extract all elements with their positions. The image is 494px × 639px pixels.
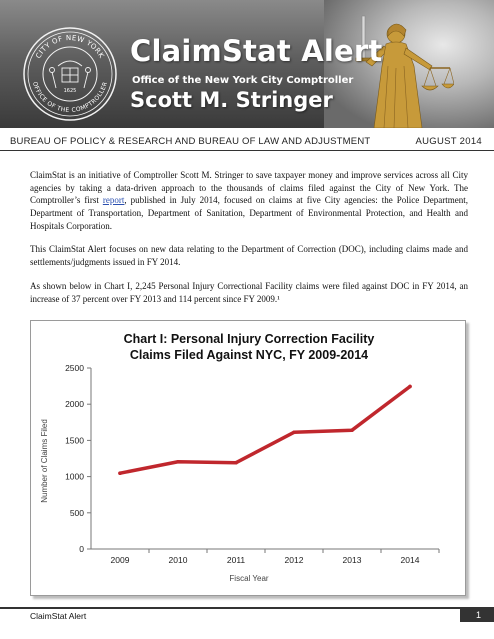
page-title: ClaimStat Alert (130, 34, 383, 68)
chart-y-tick-label: 2000 (65, 399, 84, 410)
office-subtitle: Office of the New York City Comptroller (132, 75, 354, 86)
chart-y-axis-label: Number of Claims Filed (40, 419, 49, 503)
bureau-bar (0, 133, 494, 151)
seal-text-bottom: OFFICE OF THE COMPTROLLER (30, 80, 110, 115)
chart-data-point (118, 471, 122, 475)
chart-data-point (292, 430, 296, 434)
header-banner (0, 0, 494, 128)
claims-line-chart (31, 321, 467, 597)
footer-label: ClaimStat Alert (30, 611, 87, 621)
chart-container (30, 320, 466, 596)
chart-x-tick-label: 2010 (168, 555, 188, 565)
chart-x-tick-label: 2013 (342, 555, 362, 565)
chart-data-point (350, 428, 354, 432)
issue-date: AUGUST 2014 (415, 136, 482, 147)
chart-x-tick-label: 2011 (226, 555, 246, 565)
chart-y-tick-label: 500 (69, 507, 84, 518)
chart-x-axis-label: Fiscal Year (229, 574, 269, 583)
chart-data-point (408, 385, 412, 389)
chart-x-tick-label: 2012 (284, 555, 304, 565)
chart-x-tick-label: 2014 (400, 555, 420, 565)
report-link[interactable]: report (102, 195, 125, 206)
seal-text-top: CITY OF NEW YORK (34, 33, 106, 60)
chart-y-tick-label: 0 (79, 544, 84, 554)
summary-paragraph: As shown below in Chart I, 2,245 Personal Injury Correctional Facility claims were filed against DOC in FY 2014, an increase of 37 percent over FY 2013 and 114 percent since FY 2009.¹ (30, 281, 468, 304)
intro-paragraph (30, 169, 468, 233)
intro-text-b: , published in July 2014, focused on claims at five City agencies: the Police Department, Department of Transportation, Department of Sanitation, Department of Environmental Protection, and Health and Hospitals Corporation. (30, 195, 468, 231)
chart-title-line1: Chart I: Personal Injury Correction Facility (123, 332, 375, 346)
chart-y-tick-label: 1000 (65, 471, 84, 482)
focus-paragraph: This ClaimStat Alert focuses on new data relating to the Department of Correction (DOC), including claims made and settlements/judgments issued in FY 2014. (30, 244, 468, 267)
comptroller-name: Scott M. Stringer (130, 88, 333, 112)
svg-text:OFFICE OF THE COMPTROLLER (31, 81, 109, 114)
seal-year: 1625 (63, 88, 77, 94)
chart-y-tick-label: 1500 (65, 435, 84, 446)
chart-title-line2: Claims Filed Against NYC, FY 2009-2014 (129, 348, 369, 362)
chart-series-line (120, 386, 410, 473)
chart-data-point (176, 460, 180, 464)
chart-y-tick-label: 2500 (65, 363, 84, 373)
intro-text-a: ClaimStat is an initiative of Comptroller Scott M. Stringer to save taxpayer money and improve services across all City agencies by taking a data-driven approach to the thousands of claims filed against the City of New York. The Comptroller’s first (30, 170, 468, 206)
bureau-label: BUREAU OF POLICY & RESEARCH AND BUREAU OF LAW AND ADJUSTMENT (10, 136, 371, 147)
footer-rule (0, 607, 494, 609)
comptroller-seal-icon (22, 26, 118, 122)
page-number: 1 (475, 610, 481, 620)
chart-x-tick-label: 2009 (110, 555, 130, 565)
chart-data-point (234, 461, 238, 465)
